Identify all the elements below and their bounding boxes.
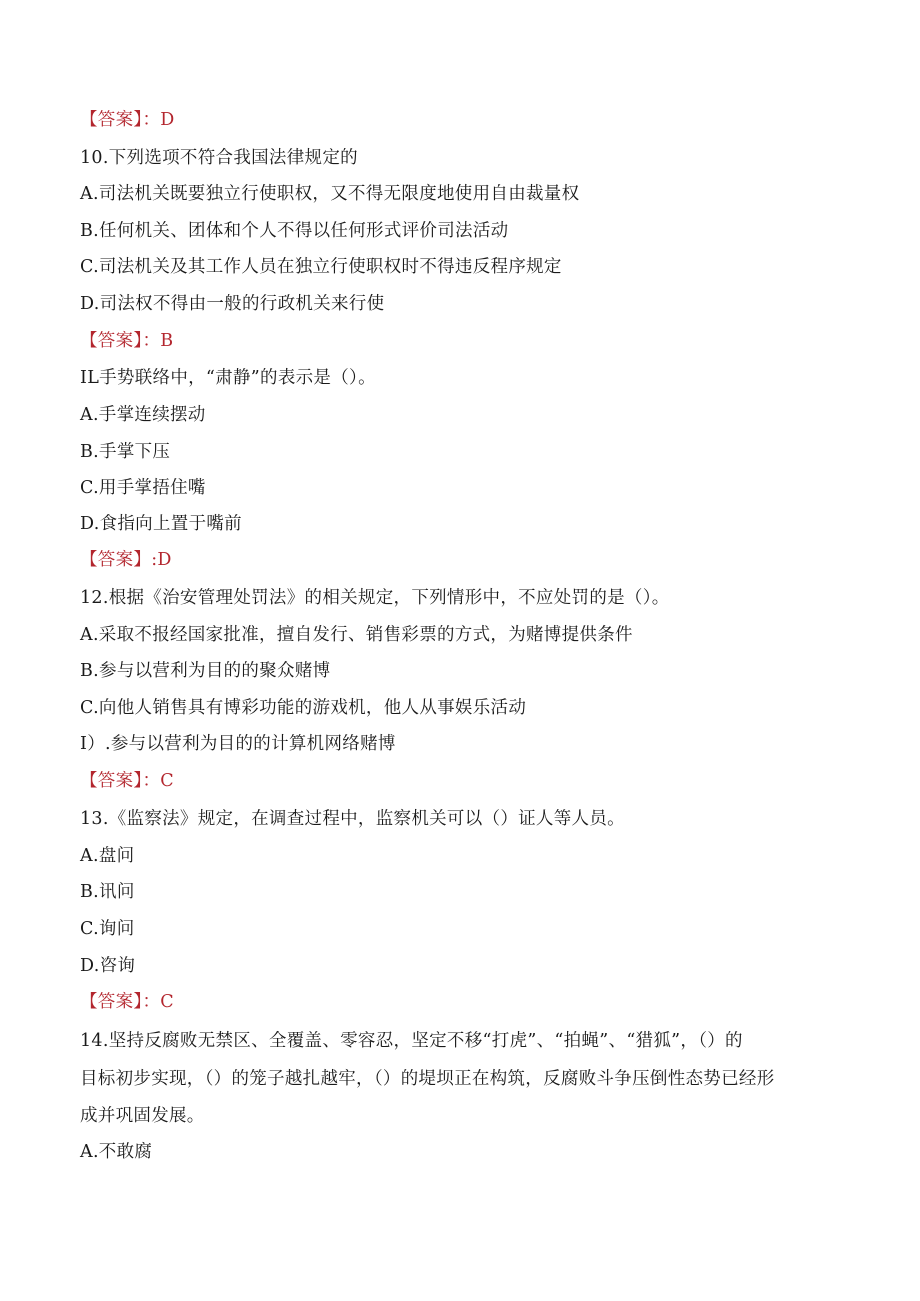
- question-12-option-b: B.参与以营利为目的的聚众赌博: [80, 661, 331, 681]
- question-14-stem-line-3: 成并巩固发展。: [80, 1106, 205, 1126]
- question-13-stem: 13.《监察法》规定，在调查过程中，监察机关可以（）证人等人员。: [80, 809, 625, 829]
- question-11-option-c: C.用手掌捂住嘴: [80, 478, 206, 498]
- answer-q11: 【答案】:D: [80, 550, 172, 570]
- question-10-stem: 10.下列选项不符合我国法律规定的: [80, 148, 358, 168]
- answer-q12: 【答案】：C: [80, 771, 174, 791]
- question-12-option-d: I）.参与以营利为目的的计算机网络赌博: [80, 734, 396, 754]
- question-11-stem: IL手势联络中，“肃静”的表示是（）。: [80, 368, 376, 388]
- question-11-option-b: B.手掌下压: [80, 442, 171, 462]
- answer-q9: 【答案】：D: [80, 110, 175, 130]
- question-11-option-d: D.食指向上置于嘴前: [80, 514, 242, 534]
- question-10-option-d: D.司法权不得由一般的行政机关来行使: [80, 294, 385, 314]
- question-12-stem: 12.根据《治安管理处罚法》的相关规定，下列情形中，不应处罚的是（）。: [80, 588, 670, 608]
- answer-q13: 【答案】：C: [80, 992, 174, 1012]
- question-14-stem-line-1: 14.坚持反腐败无禁区、全覆盖、零容忍，坚定不移“打虎”、“拍蝇”、“猎狐”，（）的: [80, 1031, 743, 1051]
- question-14-stem-line-2: 目标初步实现，（）的笼子越扎越牢，（）的堤坝正在构筑，反腐败斗争压倒性态势已经形: [80, 1069, 775, 1089]
- question-10-option-c: C.司法机关及其工作人员在独立行使职权时不得违反程序规定: [80, 257, 562, 277]
- question-13-option-a: A.盘问: [80, 846, 135, 866]
- question-14-option-a: A.不敢腐: [80, 1142, 153, 1162]
- question-13-option-d: D.咨询: [80, 956, 136, 976]
- answer-q10: 【答案】：B: [80, 331, 174, 351]
- question-12-option-a: A.采取不报经国家批准，擅自发行、销售彩票的方式，为赌博提供条件: [80, 625, 633, 645]
- question-10-option-a: A.司法机关既要独立行使职权，又不得无限度地使用自由裁量权: [80, 184, 580, 204]
- question-12-option-c: C.向他人销售具有博彩功能的游戏机，他人从事娱乐活动: [80, 698, 527, 718]
- question-11-option-a: A.手掌连续摆动: [80, 405, 206, 425]
- question-13-option-b: B.讯问: [80, 882, 135, 902]
- question-13-option-c: C.询问: [80, 919, 135, 939]
- question-10-option-b: B.任何机关、团体和个人不得以任何形式评价司法活动: [80, 221, 509, 241]
